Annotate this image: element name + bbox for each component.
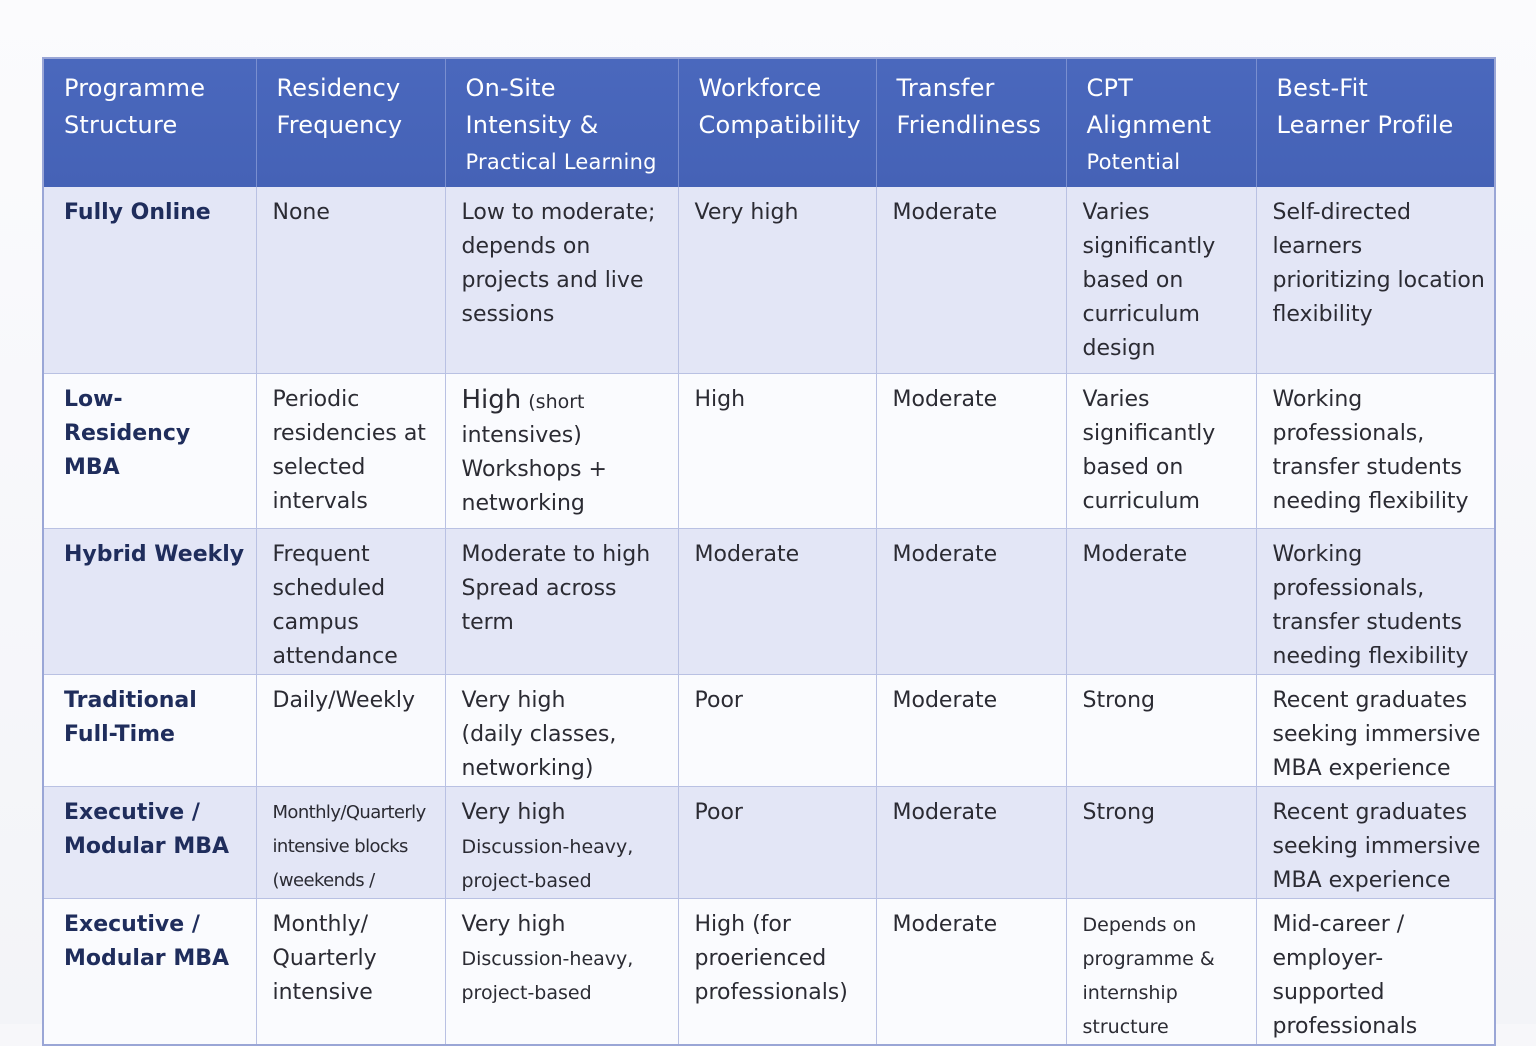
cell-workforce: Poor: [678, 674, 876, 786]
cell-structure: Executive / Modular MBA: [43, 898, 256, 1045]
cell-intensity: Low to moderate; depends on projects and live sessions: [445, 187, 678, 373]
cell-transfer: Moderate: [876, 674, 1066, 786]
programme-comparison-table: [42, 57, 1496, 1046]
cell-residency: Daily/Weekly: [256, 674, 445, 786]
header-workforce-compatibility: [678, 58, 876, 187]
intensity-detail: Spread across term: [461, 575, 617, 635]
cell-transfer: Moderate: [876, 187, 1066, 373]
intensity-level: Very high: [461, 687, 566, 713]
header-residency-frequency: [256, 58, 445, 187]
cell-transfer: Moderate: [876, 373, 1066, 528]
cell-workforce: [678, 898, 876, 1045]
table-row: [43, 187, 1495, 373]
cell-transfer: Moderate: [876, 898, 1066, 1045]
header-line: Learner Profile: [1276, 111, 1454, 139]
cell-profile: Recent graduates seeking immersive MBA experience: [1256, 674, 1495, 786]
header-programme-structure: [43, 58, 256, 187]
header-row: [43, 58, 1495, 187]
cell-cpt: Depends on programme & internship structure: [1066, 898, 1256, 1045]
cell-profile: Working professionals, transfer students needing flexibility: [1256, 528, 1495, 674]
table-row: [43, 898, 1495, 1045]
header-line: Friendliness: [896, 111, 1042, 139]
header-line: Compatibility: [698, 111, 861, 139]
cell-intensity: [445, 786, 678, 898]
cell-residency: Monthly/Quarterly intensive blocks (weekends /: [256, 786, 445, 898]
intensity-detail: Discussion-heavy, project-based: [461, 835, 634, 892]
cell-residency: None: [256, 187, 445, 373]
table-row: [43, 373, 1495, 528]
workforce-note: (for proerienced professionals): [694, 911, 848, 1005]
cell-cpt: Moderate: [1066, 528, 1256, 674]
cell-residency: Monthly/ Quarterly intensive: [256, 898, 445, 1045]
header-line: Residency: [276, 74, 401, 102]
cell-cpt: Varies significantly based on curriculum design: [1066, 187, 1256, 373]
header-subline: Potential: [1086, 150, 1181, 174]
table-header: [43, 58, 1495, 187]
cell-intensity: [445, 674, 678, 786]
cell-cpt: Strong: [1066, 674, 1256, 786]
intensity-level: Very high: [461, 911, 566, 937]
header-best-fit-profile: [1256, 58, 1495, 187]
table-row: [43, 674, 1495, 786]
intensity-level: Moderate to high: [461, 541, 651, 567]
header-line: Intensity &: [465, 111, 599, 139]
intensity-level: Very high: [461, 799, 566, 825]
cell-transfer: Moderate: [876, 528, 1066, 674]
cell-profile: Working professionals, transfer students needing flexibility: [1256, 373, 1495, 528]
cell-intensity: [445, 898, 678, 1045]
intensity-detail: intensives) Workshops + networking: [461, 422, 607, 516]
cell-profile: Mid-career / employer-supported professionals: [1256, 898, 1495, 1045]
cell-profile: Recent graduates seeking immersive MBA experience: [1256, 786, 1495, 898]
cell-structure: Hybrid Weekly: [43, 528, 256, 674]
cell-workforce: High: [678, 373, 876, 528]
table-body: [43, 187, 1495, 1045]
cell-profile: Self-directed learners prioritizing location flexibility: [1256, 187, 1495, 373]
header-on-site-intensity: [445, 58, 678, 187]
header-cpt-alignment: [1066, 58, 1256, 187]
header-line: Alignment: [1086, 111, 1212, 139]
cell-structure: Traditional Full-Time: [43, 674, 256, 786]
header-line: Transfer: [896, 74, 995, 102]
intensity-level: High: [461, 384, 522, 415]
header-line: Structure: [64, 111, 178, 139]
header-line: Frequency: [276, 111, 403, 139]
cell-workforce: Very high: [678, 187, 876, 373]
cell-cpt: Strong: [1066, 786, 1256, 898]
intensity-note: (short: [528, 390, 585, 413]
cell-structure: Fully Online: [43, 187, 256, 373]
workforce-level: High: [694, 911, 746, 937]
cell-intensity: [445, 373, 678, 528]
header-line: Best-Fit: [1276, 74, 1369, 102]
cell-intensity: [445, 528, 678, 674]
cell-workforce: Poor: [678, 786, 876, 898]
cell-structure: Low-Residency MBA: [43, 373, 256, 528]
cell-structure: Executive / Modular MBA: [43, 786, 256, 898]
intensity-detail: Discussion-heavy, project-based: [461, 947, 634, 1004]
header-line: CPT: [1086, 74, 1133, 102]
header-line: On-Site: [465, 74, 556, 102]
table-row: [43, 528, 1495, 674]
header-transfer-friendliness: [876, 58, 1066, 187]
header-subline: Practical Learning: [465, 150, 657, 174]
cell-cpt: Varies significantly based on curriculum: [1066, 373, 1256, 528]
cell-residency: Periodic residencies at selected intervals: [256, 373, 445, 528]
table-row: [43, 786, 1495, 898]
intensity-detail: (daily classes, networking): [461, 721, 617, 781]
cell-transfer: Moderate: [876, 786, 1066, 898]
header-line: Workforce: [698, 74, 822, 102]
header-line: Programme: [64, 74, 206, 102]
cell-workforce: Moderate: [678, 528, 876, 674]
cell-residency: Frequent scheduled campus attendance: [256, 528, 445, 674]
